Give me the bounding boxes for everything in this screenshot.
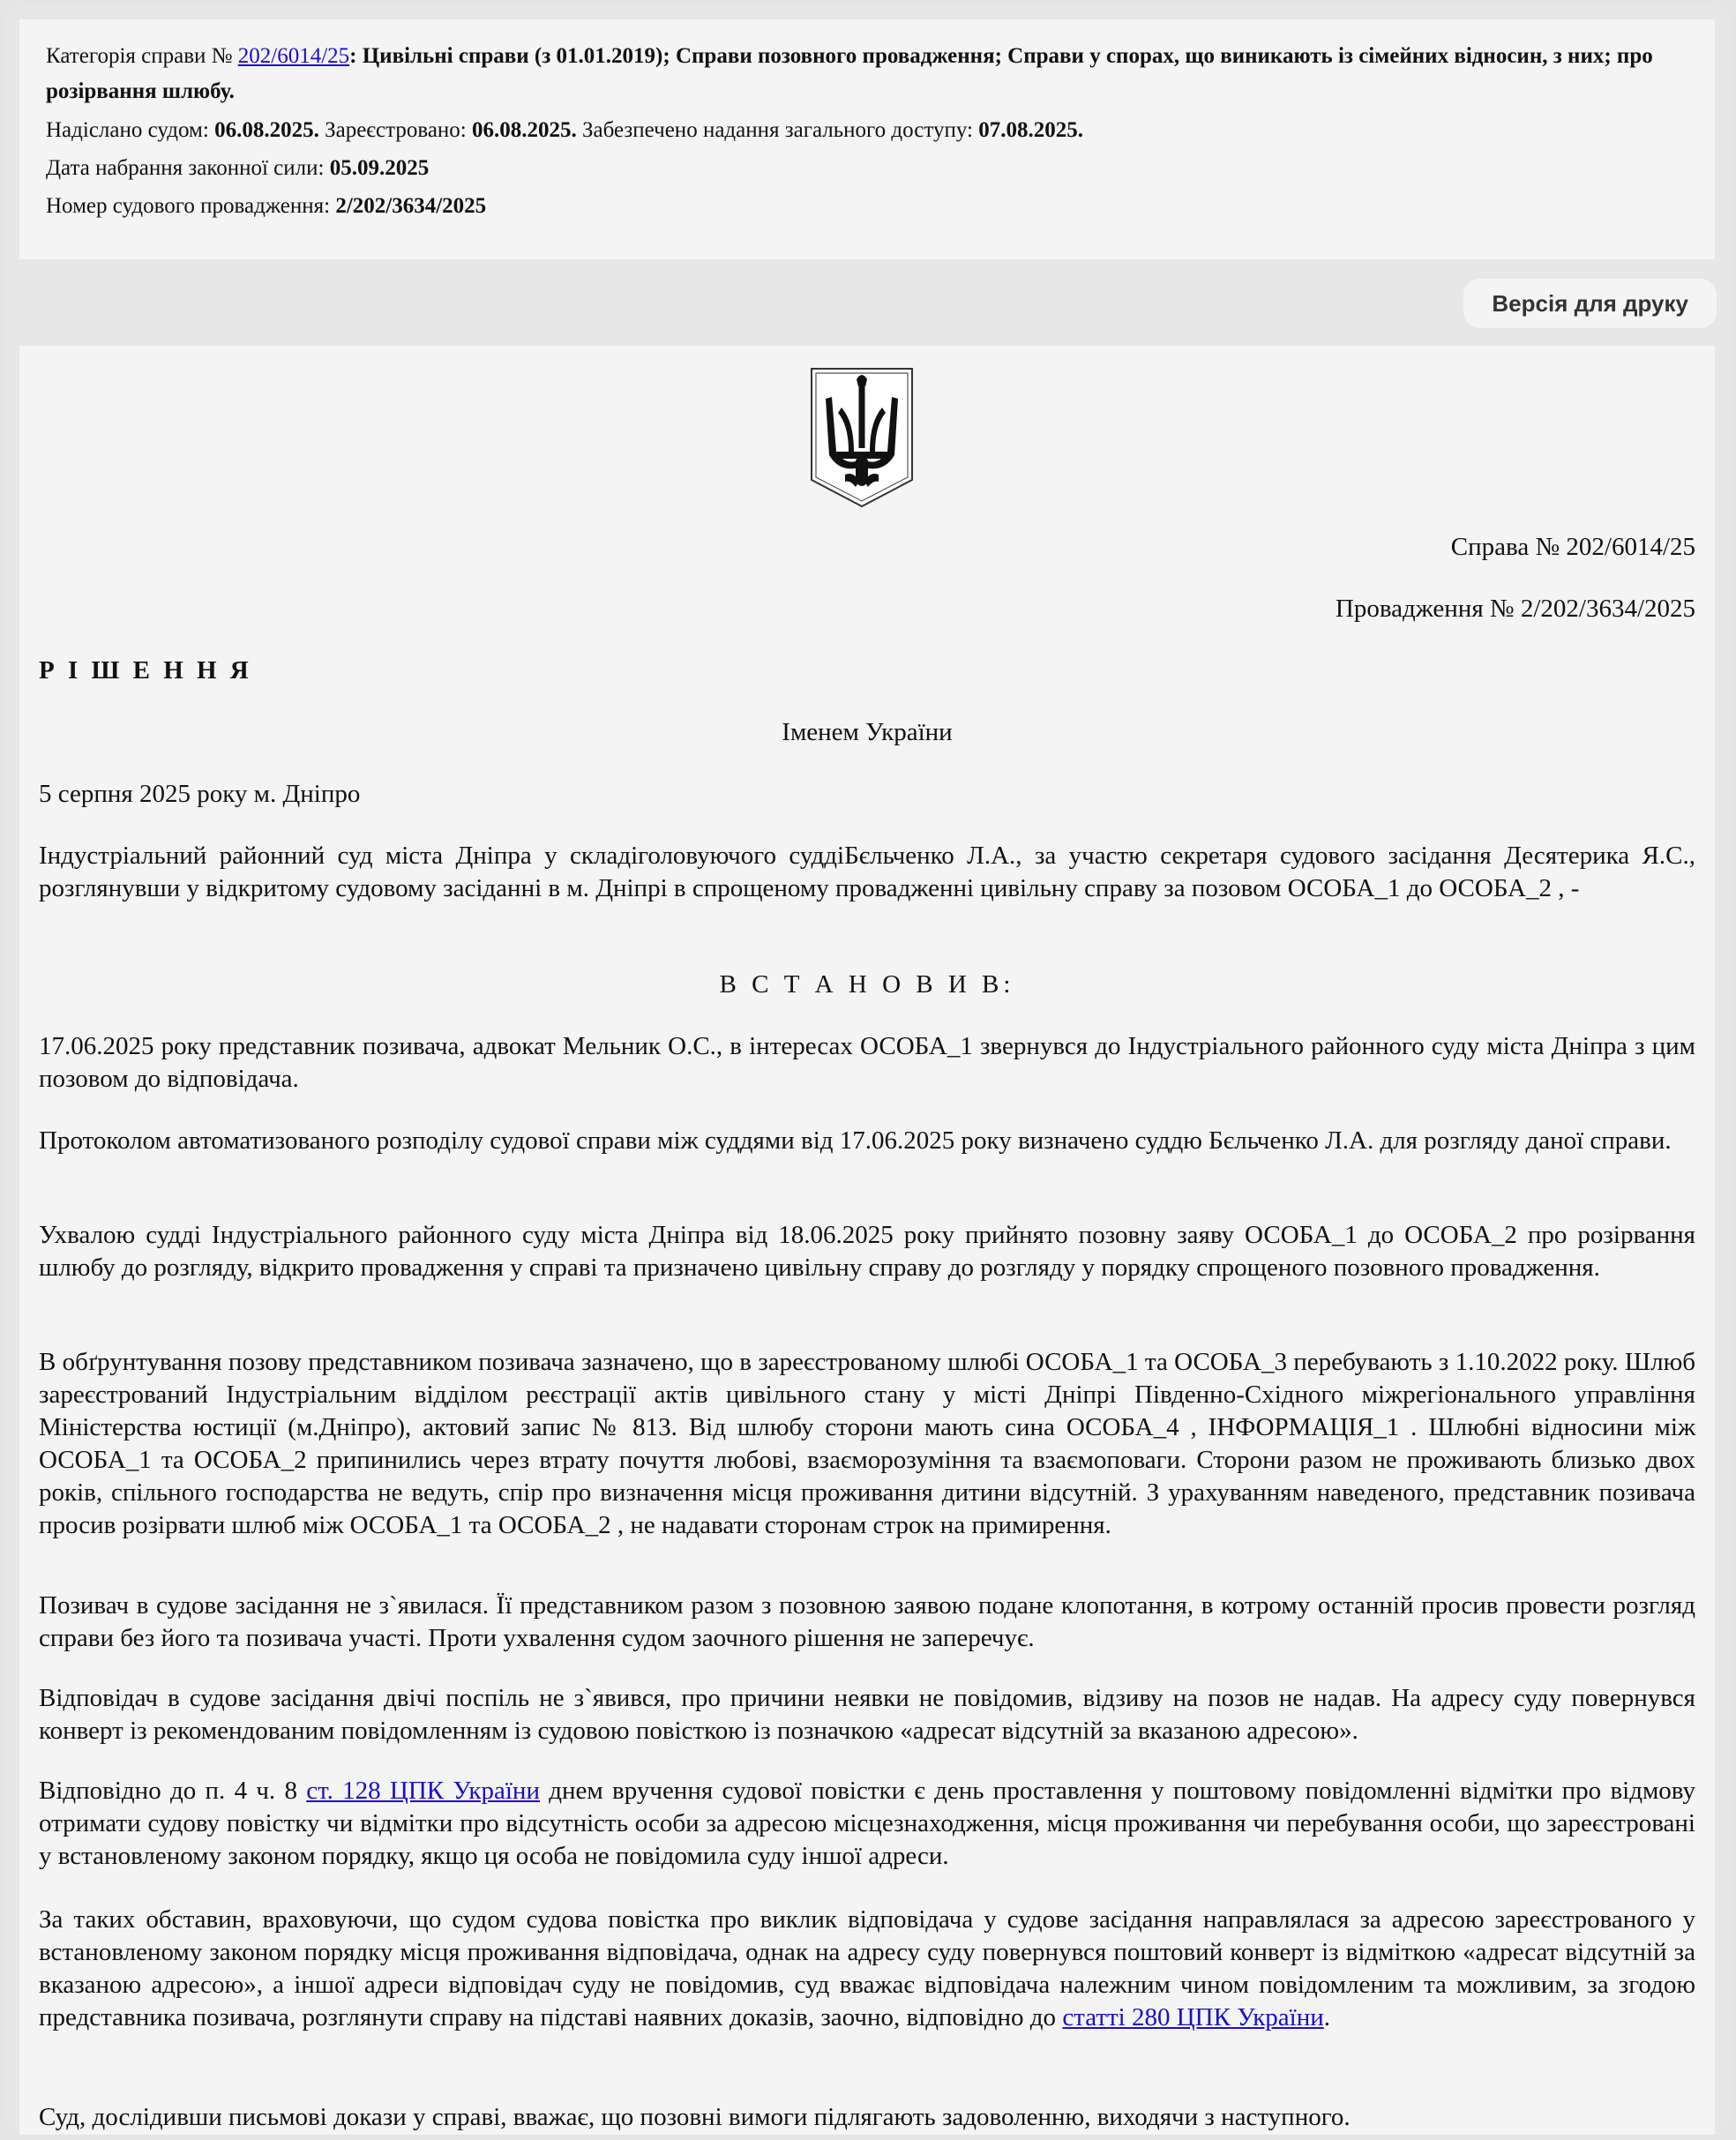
toolbar <box>5 259 1731 346</box>
proceeding-value: 2/202/3634/2025 <box>335 194 487 218</box>
paragraph-4: В обґрунтування позову представником позивача зазначено, що в зареєстрованому шлюбі ОСОБА_1 та ОСОБА_3 перебувають з 1.10.2022 року. Шлюб зареєстрований Індустріальним відділом реєстрації актів цивільного стану у місті Дніпрі Південно-Східного міжрегіонального управління Міністерства юстиції (м.Дніпро), актовий запис № 813. Від шлюбу сторони мають сина ОСОБА_4 , ІНФОРМАЦІЯ_1 . Шлюбні відносини між ОСОБА_1 та ОСОБА_2 припинились через втрату почуття любові, взаєморозуміння та взаємоповаги. Сторони разом не проживають близько двох років, спільного господарства не ведуть, спір про визначення місця проживання дитини відсутній. З урахуванням наведеного, представник позивача просив розірвати шлюб між ОСОБА_1 та ОСОБА_2 , не надавати сторонам строк на примирення. <box>39 1348 1695 1539</box>
law-link-article-128[interactable]: ст. 128 ЦПК України <box>306 1777 540 1805</box>
in-the-name-of-ukraine: Іменем України <box>782 718 953 746</box>
access-label: Забезпечено надання загального доступу: <box>582 118 973 142</box>
case-number-link[interactable]: 202/6014/25 <box>237 44 350 68</box>
paragraph-3: Ухвалою судді Індустріального районного суду міста Дніпра від 18.06.2025 року прийнято позовну заяву ОСОБА_1 до ОСОБА_2 про розірвання шлюбу до розгляду, відкрито провадження у справі та призначено цивільну справу до розгляду у порядку спрощеного позовного провадження. <box>39 1221 1695 1282</box>
effective-label: Дата набрання законної сили: <box>46 156 325 180</box>
category-label: Категорія справи № <box>46 44 233 68</box>
page-frame <box>5 5 1731 2135</box>
effective-date-line <box>46 149 1688 187</box>
paragraph-5: Позивач в судове засідання не з`явилася. Її представником разом з позовною заявою подане клопотання, в котрому останній просив провести розгляд справи без його та позивача участі. Проти ухвалення судом заочного рішення не заперечує. <box>39 1591 1695 1652</box>
dates-line <box>46 111 1688 149</box>
paragraph-1: 17.06.2025 року представник позивача, адвокат Мельник О.С., в інтересах ОСОБА_1 звернувся до Індустріального районного суду міста Дніпра з цим позовом до відповідача. <box>39 1032 1695 1093</box>
effective-value: 05.09.2025 <box>329 156 430 180</box>
court-composition-paragraph: Індустріальний районний суд міста Дніпра у складіголовуючого суддіБєльченко Л.А., за участю секретаря судового засідання Десятерика Я.С., розглянувши у відкритому судовому засіданні в м. Дніпрі в спрощеному провадженні цивільну справу за позовом ОСОБА_1 до ОСОБА_2 , - <box>39 842 1695 902</box>
decision-document <box>19 346 1715 2135</box>
print-version-button[interactable]: Версія для друку <box>1463 279 1717 328</box>
ukraine-trident-emblem-icon <box>810 367 914 508</box>
paragraph-7-end: днем вручення судової повістки є день проставлення у поштовому повідомленні відмітки про відмову отримати судову повістку чи відмітки про відсутність особи за адресою місцезнаходження, місця проживання чи перебування особи, що зареєстровані у встановленому законом порядку, якщо ця особа не повідомила суду іншої адреси. <box>39 1777 1696 1870</box>
category-text: : Цивільні справи (з 01.01.2019); Справи позовного провадження; Справи у спорах, що виникають із сімейних відносин, з них; про розірвання шлюбу. <box>46 44 1653 103</box>
proceeding-label: Номер судового провадження: <box>46 194 331 218</box>
paragraph-7-start: Відповідно до п. 4 ч. 8 <box>39 1777 307 1805</box>
case-category <box>46 39 1688 109</box>
document-title: Р І Ш Е Н Н Я <box>39 656 252 685</box>
paragraph-6: Відповідач в судове засідання двічі поспіль не з`явився, про причини неявки не повідомив, відзиву на позов не надав. На адресу суду повернувся конверт із рекомендованим повідомленням із судовою повісткою із позначкою «адресат відсутній за вказаною адресою». <box>39 1684 1695 1745</box>
paragraph-8 <box>39 1904 1695 2034</box>
law-link-article-280[interactable]: статті 280 ЦПК України <box>1062 2003 1324 2032</box>
date-and-place: 5 серпня 2025 року м. Дніпро <box>39 780 361 808</box>
paragraph-9: Суд, дослідивши письмові докази у справі, вважає, що позовні вимоги підлягають задоволенню, виходячи з наступного. <box>39 2103 1351 2131</box>
registered-value: 06.08.2025. <box>472 118 577 142</box>
paragraph-8-end: . <box>1323 2003 1331 2032</box>
paragraph-7 <box>39 1775 1695 1873</box>
sent-label: Надіслано судом: <box>46 118 209 142</box>
registered-label: Зареєстровано: <box>325 118 467 142</box>
paragraph-2: Протоколом автоматизованого розподілу судової справи між суддями від 17.06.2025 року визначено суддю Бєльченко Л.А. для розгляду даної справи. <box>39 1126 1672 1155</box>
proceeding-number: Провадження № 2/202/3634/2025 <box>1335 595 1695 623</box>
case-metadata-panel <box>19 19 1715 259</box>
access-value: 07.08.2025. <box>978 118 1083 142</box>
case-number: Справа № 202/6014/25 <box>1450 533 1695 561</box>
proceeding-number-line <box>46 187 1688 225</box>
established-heading: В С Т А Н О В И В: <box>719 970 1015 999</box>
sent-value: 06.08.2025. <box>214 118 319 142</box>
paragraph-8-start: За таких обставин, враховуючи, що судом судова повістка про виклик відповідача у судове засідання направлялася за адресою зареєстрованого у встановленому законом порядку місця проживання відповідача, однак на адресу суду повернувся поштовий конверт із відміткою «адресат відсутній за вказаною адресою», а іншої адреси відповідач суду не повідомив, суд вважає відповідача належним чином повідомленим та можливим, за згодою представника позивача, розглянути справу на підставі наявних доказів, заочно, відповідно до <box>39 1905 1695 2032</box>
